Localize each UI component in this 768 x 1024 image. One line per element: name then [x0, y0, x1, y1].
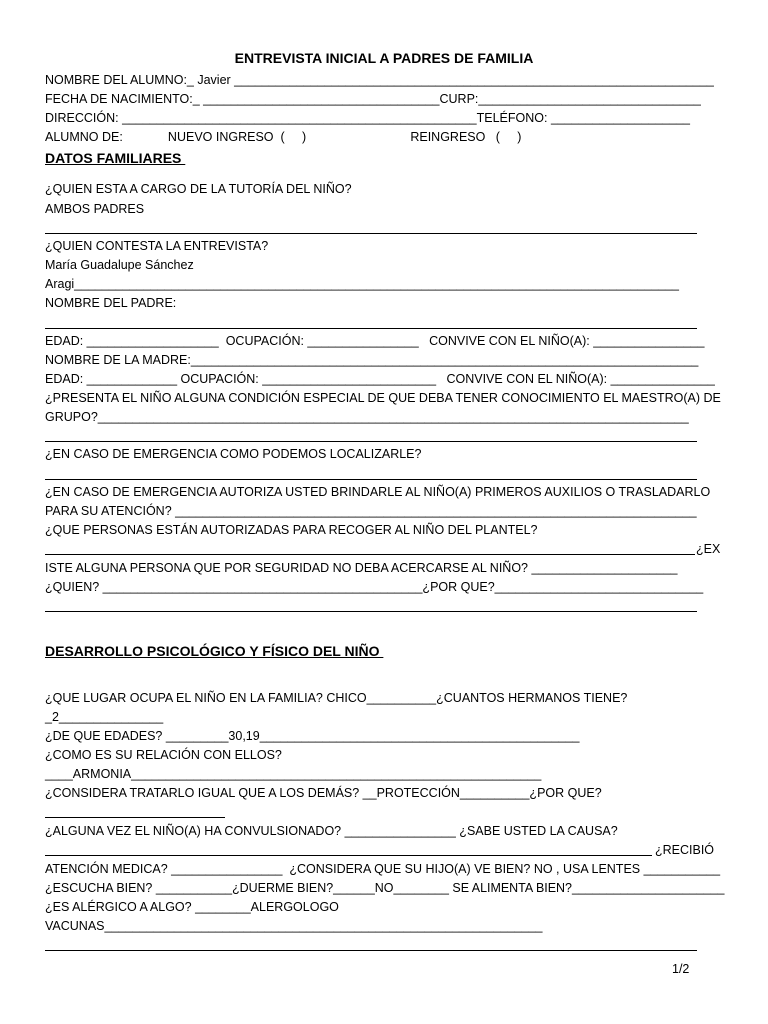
address-phone-field: DIRECCIÓN: ___________________________________________________TELÉFONO: ____________________	[45, 111, 690, 125]
mother-details-field: EDAD: _____________ OCUPACIÓN: _________________________ CONVIVE CON EL NIÑO(A): _______________	[45, 372, 715, 386]
answer-rule	[45, 611, 697, 612]
first-aid-question-cont: PARA SU ATENCIÓN? ___________________________________________________________________________	[45, 504, 697, 518]
tutor-answer: AMBOS PADRES	[45, 202, 145, 216]
sibling-ages-field: ¿DE QUE EDADES? _________30,19______________________________________________	[45, 729, 580, 743]
relationship-answer: ____ARMONIA___________________________________________________________	[45, 767, 542, 781]
answer-rule	[45, 328, 697, 329]
medical-vision-field: ATENCIÓN MEDICA? ________________ ¿CONSIDERA QUE SU HIJO(A) VE BIEN? NO , USA LENTES ___________	[45, 862, 721, 876]
interviewee-answer-cont: Aragi_______________________________________________________________________________________	[45, 277, 679, 291]
answer-rule	[45, 479, 697, 480]
answer-rule	[45, 554, 695, 555]
interviewee-answer: María Guadalupe Sánchez	[45, 258, 194, 272]
emergency-contact-question: ¿EN CASO DE EMERGENCIA COMO PODEMOS LOCALIZARLE?	[45, 447, 422, 461]
vaccines-field: VACUNAS_______________________________________________________________	[45, 919, 543, 933]
section-heading-family: DATOS FAMILIARES	[45, 150, 186, 166]
page-number: 1/2	[672, 962, 690, 976]
special-condition-question: ¿PRESENTA EL NIÑO ALGUNA CONDICIÓN ESPECIAL DE QUE DEBA TENER CONOCIMIENTO EL MAESTRO(A) DE	[45, 391, 721, 405]
safety-question-start: ¿EX	[696, 542, 721, 556]
answer-rule	[45, 817, 225, 818]
answer-rule	[45, 855, 652, 856]
birthdate-curp-field: FECHA DE NACIMIENTO:_ __________________________________CURP:________________________________	[45, 92, 701, 106]
family-position-question: ¿QUE LUGAR OCUPA EL NIÑO EN LA FAMILIA? CHICO__________¿CUANTOS HERMANOS TIENE?	[45, 691, 628, 705]
medical-attention-question-start: ¿RECIBIÓ	[655, 843, 715, 857]
answer-rule	[45, 441, 697, 442]
interviewee-question: ¿QUIEN CONTESTA LA ENTREVISTA?	[45, 239, 269, 253]
section-heading-development: DESARROLLO PSICOLÓGICO Y FÍSICO DEL NIÑO	[45, 643, 384, 659]
mother-name-field: NOMBRE DE LA MADRE:_________________________________________________________________________	[45, 353, 699, 367]
student-name-field: NOMBRE DEL ALUMNO:_ Javier _____________________________________________________________________	[45, 73, 714, 87]
allergy-field: ¿ES ALÉRGICO A ALGO? ________ALERGOLOGO	[45, 900, 339, 914]
father-details-field: EDAD: ___________________ OCUPACIÓN: ________________ CONVIVE CON EL NIÑO(A): ________________	[45, 334, 705, 348]
relationship-question: ¿COMO ES SU RELACIÓN CON ELLOS?	[45, 748, 282, 762]
answer-rule	[45, 233, 697, 234]
father-name-field: NOMBRE DEL PADRE:	[45, 296, 177, 310]
equal-treatment-question: ¿CONSIDERA TRATARLO IGUAL QUE A LOS DEMÁS? __PROTECCIÓN__________¿POR QUE?	[45, 786, 602, 800]
form-title: ENTREVISTA INICIAL A PADRES DE FAMILIA	[234, 50, 534, 66]
convulsion-question: ¿ALGUNA VEZ EL NIÑO(A) HA CONVULSIONADO? ________________ ¿SABE USTED LA CAUSA?	[45, 824, 618, 838]
enrollment-type-field: ALUMNO DE: NUEVO INGRESO ( ) REINGRESO ( )	[45, 130, 522, 144]
siblings-answer: _2_______________	[45, 710, 164, 724]
hearing-sleep-eating-field: ¿ESCUCHA BIEN? ___________¿DUERME BIEN?______NO________ SE ALIMENTA BIEN?______________________	[45, 881, 725, 895]
authorized-pickup-question: ¿QUE PERSONAS ESTÁN AUTORIZADAS PARA RECOGER AL NIÑO DEL PLANTEL?	[45, 523, 538, 537]
tutor-question: ¿QUIEN ESTA A CARGO DE LA TUTORÍA DEL NIÑO?	[45, 182, 352, 196]
safety-question: ISTE ALGUNA PERSONA QUE POR SEGURIDAD NO DEBA ACERCARSE AL NIÑO? _____________________	[45, 561, 678, 575]
who-why-field: ¿QUIEN? ______________________________________________¿POR QUE?______________________________	[45, 580, 704, 594]
answer-rule	[45, 950, 697, 951]
special-condition-question-cont: GRUPO?_____________________________________________________________________________________	[45, 410, 689, 424]
first-aid-question: ¿EN CASO DE EMERGENCIA AUTORIZA USTED BRINDARLE AL NIÑO(A) PRIMEROS AUXILIOS O TRASLADARLO	[45, 485, 711, 499]
